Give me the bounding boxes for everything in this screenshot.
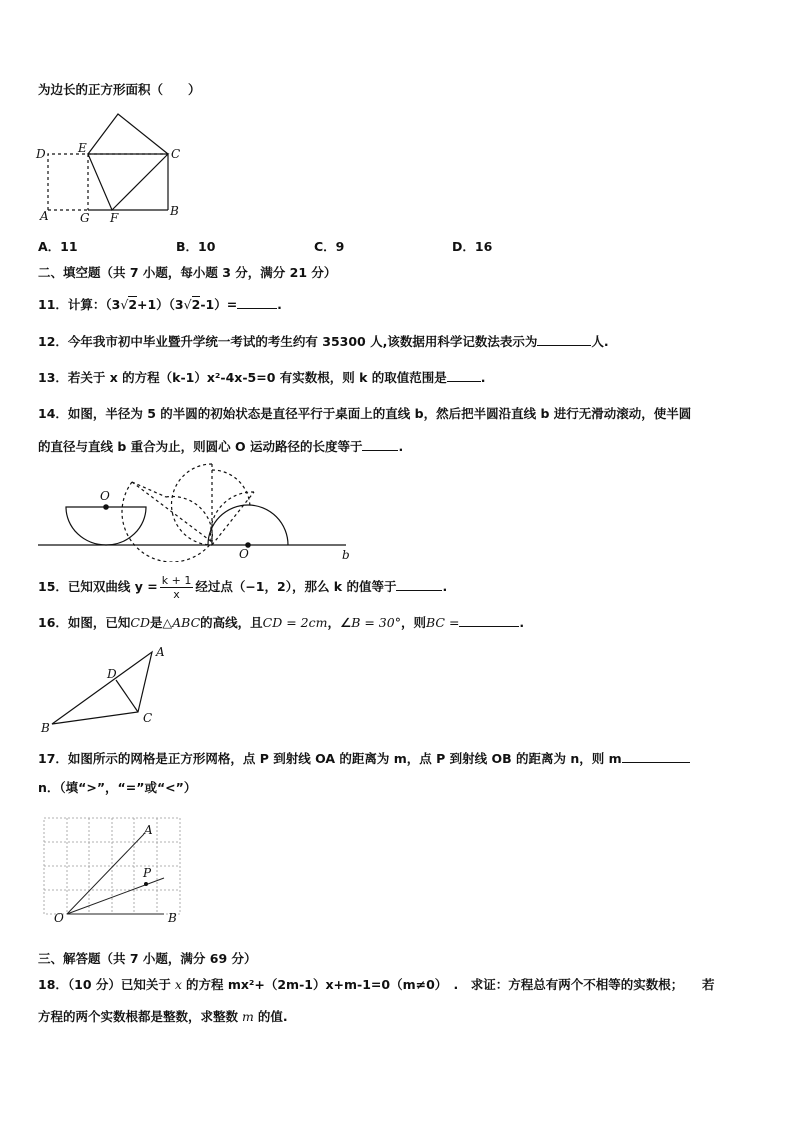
label-E: E <box>78 141 87 155</box>
label-C: C <box>171 147 181 161</box>
label-C: C <box>143 711 153 725</box>
answer-blank[interactable] <box>622 749 690 763</box>
fraction: $\frac{k + 1}{x}$ <box>161 574 192 601</box>
question-17-line2: n．（填“>”，“=”或“<”） <box>38 780 197 795</box>
label-B: B <box>170 204 179 218</box>
label-B: B <box>41 721 50 735</box>
answer-blank[interactable] <box>537 332 591 346</box>
label-O-final: O <box>239 547 249 561</box>
q14-figure <box>36 462 356 562</box>
option-a: A．11 <box>38 239 78 254</box>
section-2-heading: 二、填空题（共 7 小题，每小题 3 分，满分 21 分） <box>38 265 337 280</box>
q17-grid-figure <box>40 814 188 926</box>
label-O-initial: O <box>100 489 110 503</box>
label-P: P <box>143 866 152 880</box>
answer-blank[interactable] <box>362 437 398 451</box>
question-16: 16．如图，已知CD是△ABC的高线，且CD = 2cm，∠B = 30°，则BC = . <box>38 615 525 630</box>
label-O: O <box>54 911 64 925</box>
question-14-line2: 的直径与直线 b 重合为止，则圆心 O 运动路径的长度等于 . <box>38 439 404 454</box>
q10-figure <box>30 108 190 226</box>
question-17-line1: 17．如图所示的网格是正方形网格，点 P 到射线 OA 的距离为 m，点 P 到射线 OB 的距离为 n，则 m <box>38 749 690 768</box>
answer-blank[interactable] <box>237 295 277 309</box>
question-14-line1: 14．如图，半径为 5 的半圆的初始状态是直径平行于桌面上的直线 b，然后把半圆沿直线 b 进行无滑动滚动，使半圆 <box>38 406 692 421</box>
answer-blank[interactable] <box>459 613 519 627</box>
question-18-line2: 方程的两个实数根都是整数，求整数 m 的值. <box>38 1009 288 1024</box>
label-B: B <box>168 911 177 925</box>
option-b: B．10 <box>176 239 216 254</box>
section-3-heading: 三、解答题（共 7 小题，满分 69 分） <box>38 951 257 966</box>
q10-continuation: 为边长的正方形面积（ ） <box>38 82 201 97</box>
question-18-line1: 18．（10 分）已知关于 x 的方程 mx²+（2m-1）x+m-1=0（m≠0） . 求证：方程总有两个不相等的实数根； 若 <box>38 977 715 992</box>
label-A: A <box>156 645 165 659</box>
label-G: G <box>80 211 90 225</box>
answer-blank[interactable] <box>396 577 442 591</box>
label-A: A <box>144 823 153 837</box>
label-D: D <box>107 667 117 681</box>
option-d: D．16 <box>452 239 493 254</box>
question-13: 13．若关于 x 的方程（k-1）x²-4x-5=0 有实数根，则 k 的取值范围是 . <box>38 370 486 385</box>
label-A: A <box>40 209 49 223</box>
option-c: C．9 <box>314 239 345 254</box>
label-D: D <box>36 147 46 161</box>
q16-figure <box>38 640 178 736</box>
question-11: 11．计算：（3√2+1）（3√2-1）= . <box>38 297 282 312</box>
question-12: 12．今年我市初中毕业暨升学统一考试的考生约有 35300 人,该数据用科学记数法表示为 人. <box>38 334 609 349</box>
label-b: b <box>342 548 350 562</box>
question-15: 15．已知双曲线 y = $\frac{k + 1}{x}$ 经过点（−1，2），那么 k 的值等于 . <box>38 574 448 601</box>
answer-blank[interactable] <box>447 368 481 382</box>
label-F: F <box>110 211 119 225</box>
